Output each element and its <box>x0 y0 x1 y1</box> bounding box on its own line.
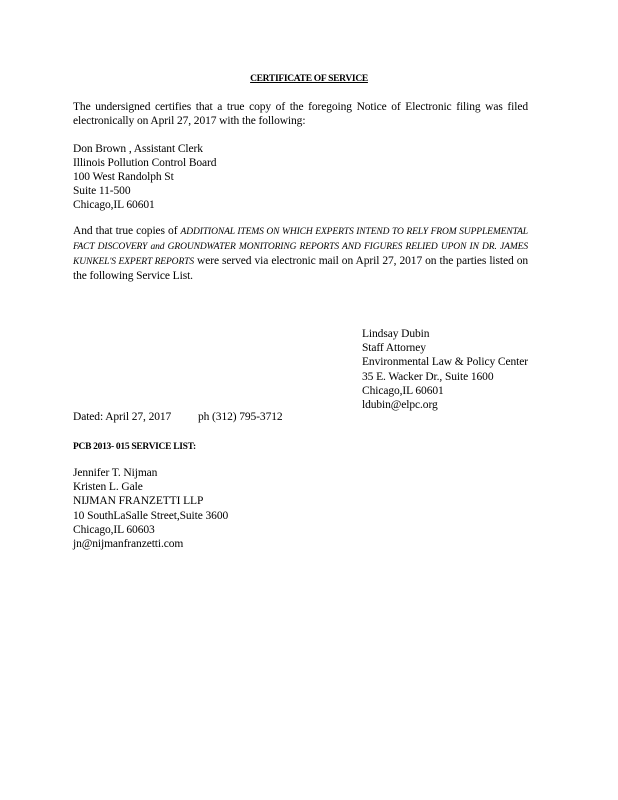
service-list-line: Kristen L. Gale <box>73 481 143 494</box>
service-list-line: Chicago,IL 60603 <box>73 523 155 536</box>
service-list-line: NIJMAN FRANZETTI LLP <box>73 495 204 508</box>
clerk-address-line: Illinois Pollution Control Board <box>73 157 217 169</box>
service-list-line: 10 SouthLaSalle Street,Suite 3600 <box>73 509 229 522</box>
service-list-heading: PCB 2013- 015 SERVICE LIST: <box>73 442 196 452</box>
service-list-line: Jennifer T. Nijman <box>73 467 158 479</box>
signature-line: 35 E. Wacker Dr., Suite 1600 <box>362 370 494 383</box>
signature-email: ldubin@elpc.org <box>362 399 438 412</box>
signature-line: Environmental Law & Policy Center <box>362 356 528 369</box>
signature-line: Chicago,IL 60601 <box>362 384 444 397</box>
clerk-address-line: 100 West Randolph St <box>73 171 174 183</box>
clerk-address-line: Suite 11-500 <box>73 185 131 197</box>
service-list-email: jn@nijmanfranzetti.com <box>73 538 184 551</box>
signature-line: Staff Attorney <box>362 342 426 355</box>
clerk-address <box>73 142 528 212</box>
dated-date: Dated: April 27, 2017 <box>73 411 172 423</box>
statement-tail: were served via electronic mail on April 27, 2017 on the parties listed on the following Service List. <box>73 255 528 282</box>
intro-paragraph: The undersigned certifies that a true copy of the foregoing Notice of Electronic filing was filed electronically on April 27, 2017 with the following: <box>73 101 528 127</box>
dated-phone: ph (312) 795-3712 <box>197 411 283 423</box>
service-list <box>73 466 228 551</box>
dated-line <box>73 411 283 423</box>
clerk-address-line: Chicago,IL 60601 <box>73 199 155 211</box>
signature-line: Lindsay Dubin <box>362 328 430 340</box>
document-title: ADDITIONAL ITEMS ON WHICH EXPERTS INTEND TO RELY FROM SUPPLEMENTAL FACT DISCOVERY and GROUNDWATER MONITORING REPORTS AND FIGURES RELIED UPON IN DR. JAMES KUNKEL'S EXPERT REPORTS <box>73 227 528 267</box>
clerk-address-line: Don Brown , Assistant Clerk <box>73 143 203 155</box>
certificate-title: CERTIFICATE OF SERVICE <box>250 74 368 84</box>
signature-block <box>362 327 528 412</box>
service-statement <box>73 224 528 283</box>
statement-lead: And that true copies of <box>73 225 178 237</box>
